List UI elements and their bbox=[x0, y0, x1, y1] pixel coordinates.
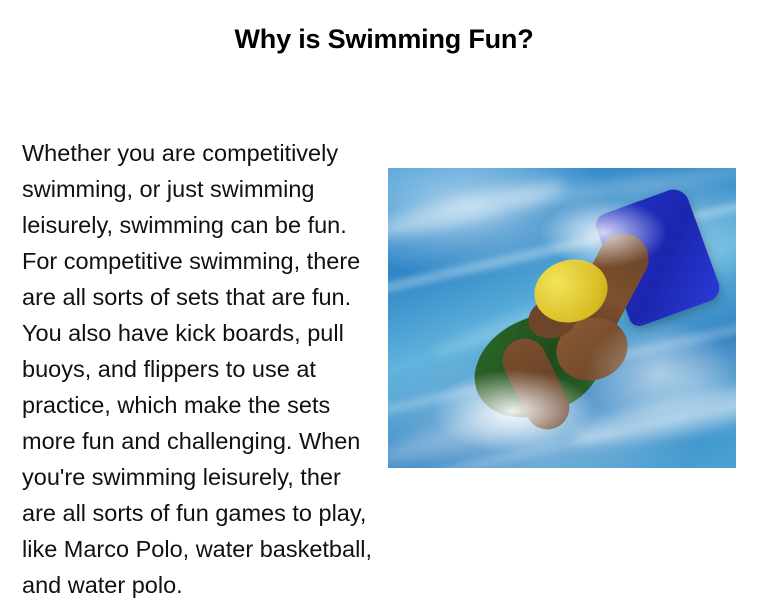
slide-body-text: Whether you are competitively swimming, or just swimming leisurely, swimming can be fun. For competitive swimming, there are all sorts of sets that are fun. You also have kick boards, pull buoys, and flippers to use at practice, which make the sets more fun and challenging. When you're swimming leisurely, ther are all sorts of fun games to play, like Marco Polo, water basketball, and water polo. bbox=[22, 140, 379, 598]
water-foam bbox=[538, 198, 668, 268]
water-foam bbox=[428, 368, 598, 454]
swimmer-figure bbox=[388, 168, 736, 468]
page-title: Why is Swimming Fun? bbox=[234, 24, 534, 54]
swimmer-photo bbox=[388, 168, 736, 468]
water-foam bbox=[584, 318, 734, 428]
